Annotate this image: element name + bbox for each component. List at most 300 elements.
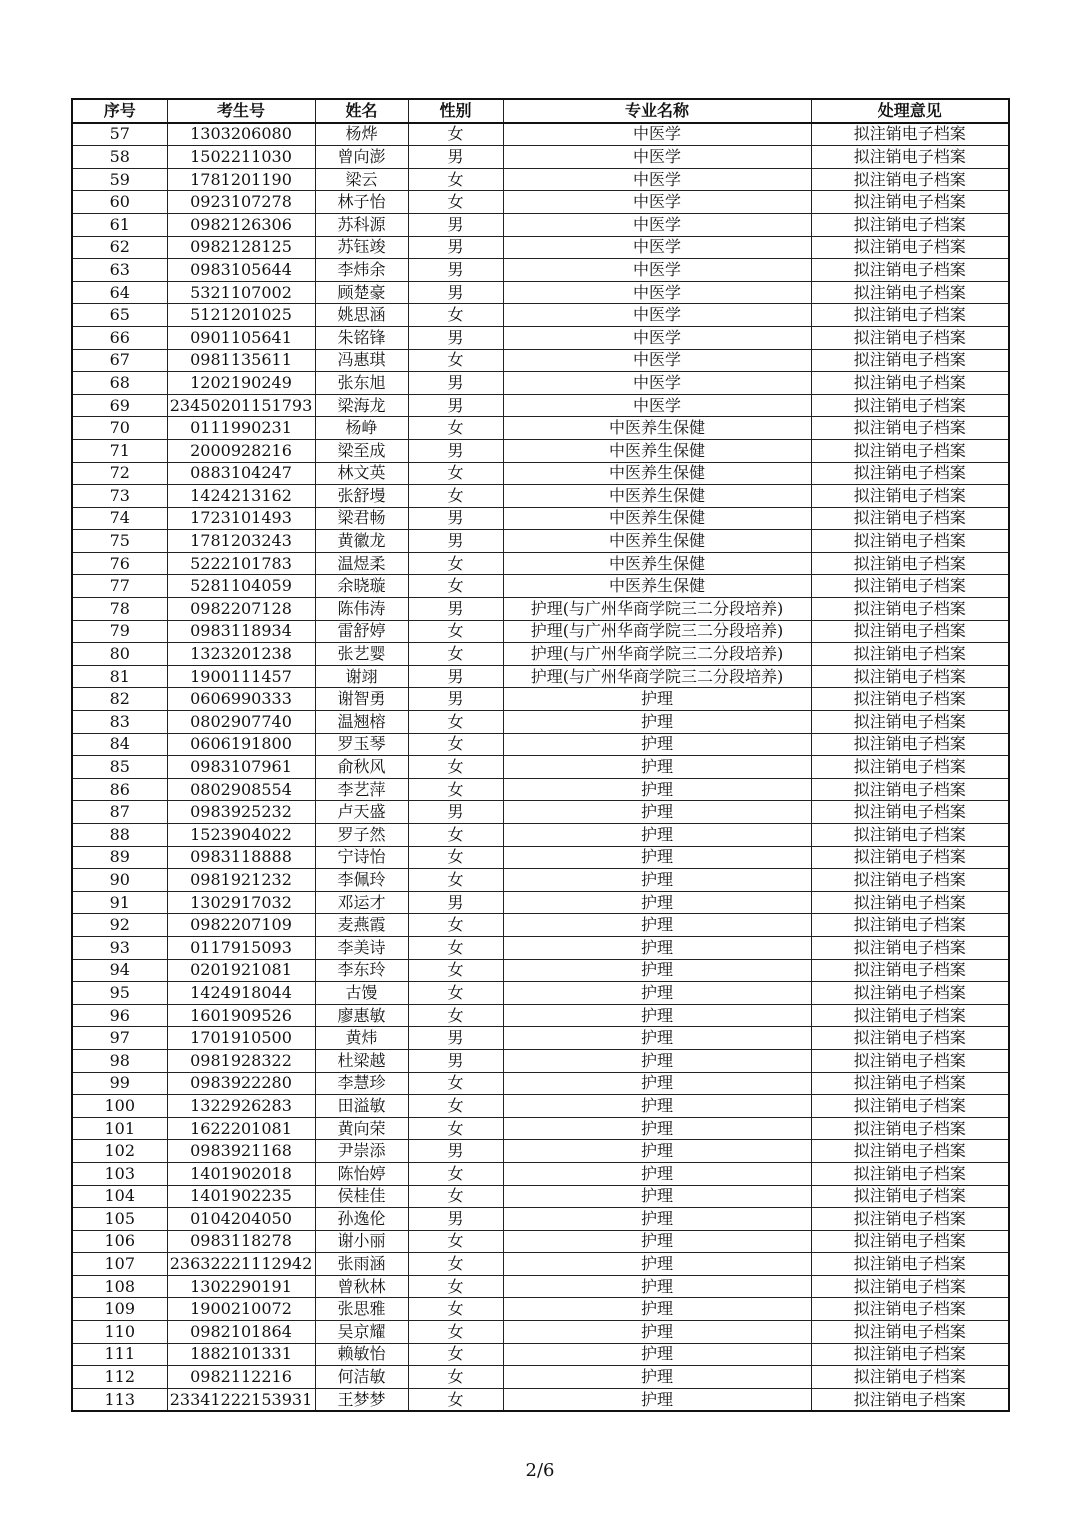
cell-name: 曾秋林 (315, 1275, 408, 1298)
cell-name: 古馒 (315, 982, 408, 1005)
cell-gender: 女 (408, 1388, 503, 1411)
cell-major: 护理 (503, 1095, 811, 1118)
table-row (72, 665, 1009, 688)
cell-decision: 拟注销电子档案 (811, 733, 1009, 756)
cell-candidate-number: 1781201190 (167, 168, 315, 191)
table-row (72, 507, 1009, 530)
cell-major: 中医学 (503, 123, 811, 146)
cell-decision: 拟注销电子档案 (811, 1321, 1009, 1344)
cell-candidate-number: 0982207109 (167, 914, 315, 937)
cell-name: 梁海龙 (315, 394, 408, 417)
table-row (72, 914, 1009, 937)
cell-gender: 男 (408, 1208, 503, 1231)
cell-gender: 男 (408, 213, 503, 236)
cell-candidate-number: 1601909526 (167, 1004, 315, 1027)
cell-index: 98 (72, 1049, 167, 1072)
cell-major: 中医养生保健 (503, 530, 811, 553)
cell-major: 护理 (503, 824, 811, 847)
cell-decision: 拟注销电子档案 (811, 394, 1009, 417)
cell-decision: 拟注销电子档案 (811, 552, 1009, 575)
cell-name: 陈伟涛 (315, 598, 408, 621)
cell-decision: 拟注销电子档案 (811, 824, 1009, 847)
cell-major: 护理 (503, 1366, 811, 1389)
cell-name: 俞秋风 (315, 756, 408, 779)
cell-gender: 女 (408, 1072, 503, 1095)
cell-gender: 女 (408, 191, 503, 214)
cell-index: 76 (72, 552, 167, 575)
cell-candidate-number: 5321107002 (167, 281, 315, 304)
cell-index: 58 (72, 146, 167, 169)
cell-gender: 男 (408, 598, 503, 621)
cell-name: 苏科源 (315, 213, 408, 236)
cell-gender: 男 (408, 1027, 503, 1050)
table-row (72, 1275, 1009, 1298)
cell-index: 100 (72, 1095, 167, 1118)
cell-candidate-number: 1424213162 (167, 485, 315, 508)
cell-index: 102 (72, 1140, 167, 1163)
cell-major: 中医养生保健 (503, 439, 811, 462)
cell-index: 104 (72, 1185, 167, 1208)
cell-gender: 女 (408, 778, 503, 801)
cell-major: 护理 (503, 1004, 811, 1027)
cell-name: 黄炜 (315, 1027, 408, 1050)
cell-decision: 拟注销电子档案 (811, 439, 1009, 462)
page-number: 2/6 (525, 1460, 555, 1481)
cell-candidate-number: 0982101864 (167, 1321, 315, 1344)
table-row (72, 1095, 1009, 1118)
cell-candidate-number: 0201921081 (167, 959, 315, 982)
cell-candidate-number: 0981135611 (167, 349, 315, 372)
cell-gender: 男 (408, 801, 503, 824)
cell-major: 中医学 (503, 168, 811, 191)
cell-index: 74 (72, 507, 167, 530)
cell-name: 顾楚豪 (315, 281, 408, 304)
table-row (72, 1185, 1009, 1208)
cell-name: 黄徽龙 (315, 530, 408, 553)
cell-name: 李东玲 (315, 959, 408, 982)
cell-major: 护理(与广州华商学院三二分段培养) (503, 620, 811, 643)
cell-gender: 男 (408, 281, 503, 304)
header-major: 专业名称 (503, 99, 811, 123)
cell-index: 71 (72, 439, 167, 462)
cell-decision: 拟注销电子档案 (811, 914, 1009, 937)
cell-candidate-number: 0982126306 (167, 213, 315, 236)
cell-decision: 拟注销电子档案 (811, 281, 1009, 304)
cell-index: 75 (72, 530, 167, 553)
cell-gender: 女 (408, 1253, 503, 1276)
cell-index: 101 (72, 1117, 167, 1140)
cell-decision: 拟注销电子档案 (811, 959, 1009, 982)
cell-gender: 女 (408, 304, 503, 327)
cell-decision: 拟注销电子档案 (811, 507, 1009, 530)
cell-name: 林子怡 (315, 191, 408, 214)
cell-major: 中医学 (503, 281, 811, 304)
cell-candidate-number: 0983922280 (167, 1072, 315, 1095)
cell-index: 78 (72, 598, 167, 621)
cell-name: 张东旭 (315, 372, 408, 395)
cell-major: 护理 (503, 1185, 811, 1208)
cell-name: 姚思涵 (315, 304, 408, 327)
cell-decision: 拟注销电子档案 (811, 372, 1009, 395)
cell-index: 103 (72, 1162, 167, 1185)
cell-major: 中医养生保健 (503, 552, 811, 575)
cell-candidate-number: 0982207128 (167, 598, 315, 621)
cell-gender: 男 (408, 236, 503, 259)
cell-major: 护理 (503, 1230, 811, 1253)
cell-gender: 女 (408, 643, 503, 666)
cell-decision: 拟注销电子档案 (811, 778, 1009, 801)
cell-decision: 拟注销电子档案 (811, 575, 1009, 598)
cell-name: 谢小丽 (315, 1230, 408, 1253)
cell-gender: 女 (408, 417, 503, 440)
cell-decision: 拟注销电子档案 (811, 982, 1009, 1005)
header-candidate-number: 考生号 (167, 99, 315, 123)
cell-major: 护理 (503, 1298, 811, 1321)
cell-gender: 女 (408, 1117, 503, 1140)
cell-index: 96 (72, 1004, 167, 1027)
cell-gender: 女 (408, 824, 503, 847)
cell-gender: 女 (408, 1185, 503, 1208)
cell-decision: 拟注销电子档案 (811, 1049, 1009, 1072)
cell-name: 廖惠敏 (315, 1004, 408, 1027)
cell-gender: 女 (408, 914, 503, 937)
cell-decision: 拟注销电子档案 (811, 665, 1009, 688)
cell-gender: 男 (408, 688, 503, 711)
cell-gender: 女 (408, 1275, 503, 1298)
cell-index: 57 (72, 123, 167, 146)
cell-gender: 男 (408, 146, 503, 169)
cell-index: 79 (72, 620, 167, 643)
cell-major: 中医学 (503, 326, 811, 349)
cell-index: 91 (72, 891, 167, 914)
cell-candidate-number: 1302917032 (167, 891, 315, 914)
cell-decision: 拟注销电子档案 (811, 462, 1009, 485)
cell-candidate-number: 0923107278 (167, 191, 315, 214)
cell-decision: 拟注销电子档案 (811, 1230, 1009, 1253)
table-row (72, 281, 1009, 304)
cell-name: 罗子然 (315, 824, 408, 847)
cell-candidate-number: 1424918044 (167, 982, 315, 1005)
cell-gender: 女 (408, 1343, 503, 1366)
cell-candidate-number: 0606191800 (167, 733, 315, 756)
cell-name: 罗玉琴 (315, 733, 408, 756)
cell-candidate-number: 0111990231 (167, 417, 315, 440)
cell-decision: 拟注销电子档案 (811, 711, 1009, 734)
cell-major: 中医养生保健 (503, 507, 811, 530)
cell-gender: 男 (408, 891, 503, 914)
cell-index: 80 (72, 643, 167, 666)
table-row (72, 824, 1009, 847)
cell-index: 64 (72, 281, 167, 304)
table-row (72, 304, 1009, 327)
table-row (72, 123, 1009, 146)
table-row (72, 439, 1009, 462)
cell-candidate-number: 0983118934 (167, 620, 315, 643)
cell-name: 李佩玲 (315, 869, 408, 892)
cell-candidate-number: 23450201151793 (167, 394, 315, 417)
cell-major: 护理 (503, 756, 811, 779)
cell-gender: 女 (408, 1004, 503, 1027)
table-row (72, 688, 1009, 711)
cell-major: 护理 (503, 1140, 811, 1163)
table-row (72, 1298, 1009, 1321)
cell-index: 69 (72, 394, 167, 417)
cell-decision: 拟注销电子档案 (811, 485, 1009, 508)
cell-candidate-number: 5121201025 (167, 304, 315, 327)
cell-major: 护理 (503, 936, 811, 959)
table-row (72, 982, 1009, 1005)
cell-name: 陈怡婷 (315, 1162, 408, 1185)
cell-name: 余晓璇 (315, 575, 408, 598)
cell-major: 护理 (503, 801, 811, 824)
cell-candidate-number: 1303206080 (167, 123, 315, 146)
cell-candidate-number: 1900210072 (167, 1298, 315, 1321)
cell-candidate-number: 1781203243 (167, 530, 315, 553)
cell-name: 朱铭锋 (315, 326, 408, 349)
cell-gender: 女 (408, 959, 503, 982)
cell-gender: 女 (408, 1162, 503, 1185)
cell-decision: 拟注销电子档案 (811, 869, 1009, 892)
table-row (72, 1027, 1009, 1050)
cell-major: 护理 (503, 891, 811, 914)
cell-name: 梁君畅 (315, 507, 408, 530)
cell-decision: 拟注销电子档案 (811, 598, 1009, 621)
cell-decision: 拟注销电子档案 (811, 191, 1009, 214)
cell-candidate-number: 0981921232 (167, 869, 315, 892)
cell-index: 85 (72, 756, 167, 779)
cell-name: 吴京耀 (315, 1321, 408, 1344)
cell-gender: 男 (408, 665, 503, 688)
cell-decision: 拟注销电子档案 (811, 1072, 1009, 1095)
cell-gender: 女 (408, 485, 503, 508)
table-row (72, 372, 1009, 395)
cell-candidate-number: 23341222153931 (167, 1388, 315, 1411)
cell-name: 赖敏怡 (315, 1343, 408, 1366)
cell-name: 冯惠琪 (315, 349, 408, 372)
cell-name: 孙逸伦 (315, 1208, 408, 1231)
cell-gender: 女 (408, 1095, 503, 1118)
cell-candidate-number: 1882101331 (167, 1343, 315, 1366)
cell-gender: 女 (408, 982, 503, 1005)
cell-name: 宁诗怡 (315, 846, 408, 869)
cell-name: 尹崇添 (315, 1140, 408, 1163)
cell-index: 62 (72, 236, 167, 259)
table-row (72, 236, 1009, 259)
cell-gender: 男 (408, 530, 503, 553)
cell-major: 护理 (503, 1388, 811, 1411)
cell-candidate-number: 1302290191 (167, 1275, 315, 1298)
cell-candidate-number: 0606990333 (167, 688, 315, 711)
cell-candidate-number: 0117915093 (167, 936, 315, 959)
cell-decision: 拟注销电子档案 (811, 801, 1009, 824)
cell-index: 59 (72, 168, 167, 191)
cell-candidate-number: 0982112216 (167, 1366, 315, 1389)
cell-major: 护理 (503, 711, 811, 734)
cell-candidate-number: 1701910500 (167, 1027, 315, 1050)
cell-name: 王梦梦 (315, 1388, 408, 1411)
table-row (72, 462, 1009, 485)
cell-major: 中医学 (503, 394, 811, 417)
table-row (72, 1140, 1009, 1163)
cell-name: 侯桂佳 (315, 1185, 408, 1208)
cell-candidate-number: 1502211030 (167, 146, 315, 169)
cell-major: 护理 (503, 1321, 811, 1344)
cell-candidate-number: 1723101493 (167, 507, 315, 530)
cell-name: 雷舒婷 (315, 620, 408, 643)
cell-major: 护理 (503, 869, 811, 892)
cell-decision: 拟注销电子档案 (811, 620, 1009, 643)
cell-index: 65 (72, 304, 167, 327)
table-row (72, 1253, 1009, 1276)
cell-major: 护理 (503, 778, 811, 801)
cell-gender: 女 (408, 168, 503, 191)
cell-major: 护理 (503, 914, 811, 937)
cell-decision: 拟注销电子档案 (811, 846, 1009, 869)
cell-major: 护理 (503, 1027, 811, 1050)
cell-gender: 男 (408, 394, 503, 417)
cell-name: 林文英 (315, 462, 408, 485)
cell-decision: 拟注销电子档案 (811, 1117, 1009, 1140)
cell-index: 81 (72, 665, 167, 688)
cell-name: 卢天盛 (315, 801, 408, 824)
cell-major: 护理 (503, 1117, 811, 1140)
table-row (72, 1162, 1009, 1185)
table-row (72, 598, 1009, 621)
cell-major: 护理 (503, 1343, 811, 1366)
cell-gender: 女 (408, 936, 503, 959)
cell-decision: 拟注销电子档案 (811, 213, 1009, 236)
table-row (72, 259, 1009, 282)
table-row (72, 959, 1009, 982)
cell-index: 70 (72, 417, 167, 440)
cell-major: 中医学 (503, 191, 811, 214)
cell-major: 中医养生保健 (503, 575, 811, 598)
cell-candidate-number: 0983105644 (167, 259, 315, 282)
cell-index: 86 (72, 778, 167, 801)
cell-major: 中医学 (503, 146, 811, 169)
cell-gender: 男 (408, 259, 503, 282)
cell-name: 张雨涵 (315, 1253, 408, 1276)
cell-candidate-number: 0802907740 (167, 711, 315, 734)
cell-decision: 拟注销电子档案 (811, 168, 1009, 191)
cell-candidate-number: 0981928322 (167, 1049, 315, 1072)
cell-name: 杨峥 (315, 417, 408, 440)
cell-candidate-number: 1523904022 (167, 824, 315, 847)
cell-decision: 拟注销电子档案 (811, 326, 1009, 349)
table-row (72, 1343, 1009, 1366)
table-row (72, 778, 1009, 801)
cell-decision: 拟注销电子档案 (811, 1253, 1009, 1276)
cell-gender: 女 (408, 552, 503, 575)
cell-index: 111 (72, 1343, 167, 1366)
cell-candidate-number: 0983925232 (167, 801, 315, 824)
cell-major: 护理(与广州华商学院三二分段培养) (503, 598, 811, 621)
cell-candidate-number: 1900111457 (167, 665, 315, 688)
table-row (72, 394, 1009, 417)
cell-decision: 拟注销电子档案 (811, 936, 1009, 959)
cell-major: 护理 (503, 1162, 811, 1185)
cell-gender: 女 (408, 1366, 503, 1389)
cell-index: 112 (72, 1366, 167, 1389)
table-row (72, 146, 1009, 169)
cell-name: 李艺萍 (315, 778, 408, 801)
cell-major: 中医学 (503, 213, 811, 236)
cell-index: 73 (72, 485, 167, 508)
cell-major: 护理 (503, 1253, 811, 1276)
cell-major: 护理 (503, 959, 811, 982)
table-row (72, 326, 1009, 349)
table-row (72, 349, 1009, 372)
cell-decision: 拟注销电子档案 (811, 756, 1009, 779)
cell-name: 邓运才 (315, 891, 408, 914)
cell-name: 张艺婴 (315, 643, 408, 666)
cell-candidate-number: 2000928216 (167, 439, 315, 462)
cell-index: 88 (72, 824, 167, 847)
header-gender: 性别 (408, 99, 503, 123)
cell-gender: 女 (408, 756, 503, 779)
cell-candidate-number: 1401902018 (167, 1162, 315, 1185)
cell-name: 杨烨 (315, 123, 408, 146)
cell-decision: 拟注销电子档案 (811, 259, 1009, 282)
cell-decision: 拟注销电子档案 (811, 123, 1009, 146)
cell-candidate-number: 0983921168 (167, 1140, 315, 1163)
cell-decision: 拟注销电子档案 (811, 1343, 1009, 1366)
table-row (72, 801, 1009, 824)
header-name: 姓名 (315, 99, 408, 123)
cell-decision: 拟注销电子档案 (811, 1027, 1009, 1050)
table-row (72, 643, 1009, 666)
cell-index: 105 (72, 1208, 167, 1231)
cell-index: 106 (72, 1230, 167, 1253)
table-row (72, 620, 1009, 643)
cell-candidate-number: 1401902235 (167, 1185, 315, 1208)
cell-name: 苏钰竣 (315, 236, 408, 259)
cell-major: 护理 (503, 688, 811, 711)
cell-major: 护理(与广州华商学院三二分段培养) (503, 643, 811, 666)
cell-index: 66 (72, 326, 167, 349)
table-row (72, 552, 1009, 575)
cell-name: 李慧珍 (315, 1072, 408, 1095)
cell-gender: 男 (408, 326, 503, 349)
cell-major: 护理 (503, 733, 811, 756)
cell-index: 82 (72, 688, 167, 711)
cell-decision: 拟注销电子档案 (811, 417, 1009, 440)
cell-decision: 拟注销电子档案 (811, 1162, 1009, 1185)
cell-candidate-number: 0802908554 (167, 778, 315, 801)
cell-index: 87 (72, 801, 167, 824)
cell-gender: 女 (408, 123, 503, 146)
cell-gender: 女 (408, 733, 503, 756)
table-row (72, 1366, 1009, 1389)
cell-decision: 拟注销电子档案 (811, 236, 1009, 259)
cell-major: 中医养生保健 (503, 462, 811, 485)
table-row (72, 711, 1009, 734)
cell-name: 谢翊 (315, 665, 408, 688)
cell-name: 梁至成 (315, 439, 408, 462)
cell-name: 何洁敏 (315, 1366, 408, 1389)
cell-index: 61 (72, 213, 167, 236)
table-row (72, 1388, 1009, 1411)
cell-name: 张舒墁 (315, 485, 408, 508)
cell-gender: 女 (408, 620, 503, 643)
cell-index: 72 (72, 462, 167, 485)
cell-candidate-number: 0983118278 (167, 1230, 315, 1253)
cell-index: 60 (72, 191, 167, 214)
cell-name: 梁云 (315, 168, 408, 191)
cell-gender: 男 (408, 439, 503, 462)
cell-candidate-number: 1323201238 (167, 643, 315, 666)
cell-major: 护理(与广州华商学院三二分段培养) (503, 665, 811, 688)
